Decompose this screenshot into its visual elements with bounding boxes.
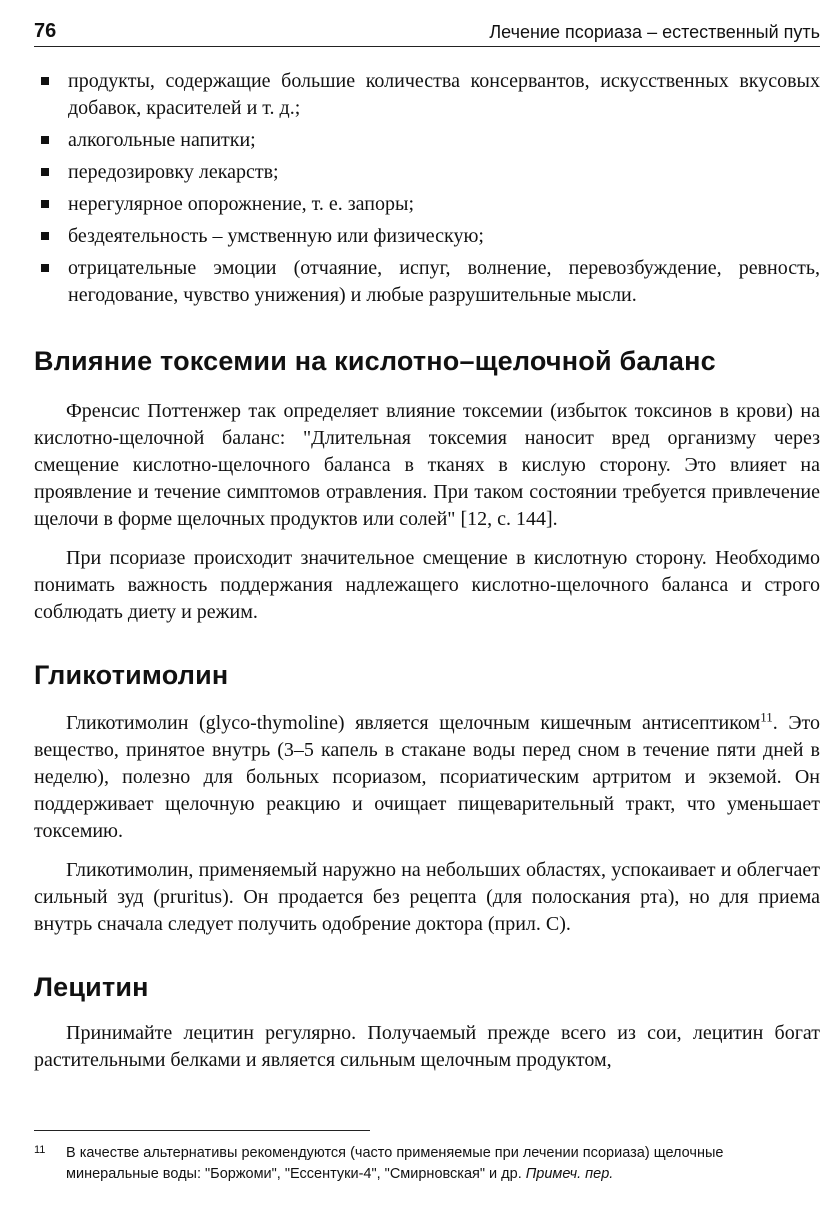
- footnote-mark: 11: [34, 1144, 46, 1156]
- section-heading-glycothymoline: Гликотимолин: [34, 660, 229, 690]
- paragraph: Гликотимолин (glyco-thymoline) является щелочным кишечным антисептиком$^{11}$. Это вещество, принятое внутрь (3–5 капель в стакане воды перед сном в течение пяти дней в неделю), полезно для больных псориазом, псориатическим артритом и экземой. Он поддерживает щелочную реакцию и очищает пищеварительный тракт, что уменьшает токсемию.: [34, 709, 820, 842]
- section-body-toxemia: [34, 398, 820, 638]
- bullet-square-icon: [41, 200, 49, 208]
- running-title: Лечение псориаза – естественный путь: [489, 22, 820, 42]
- list-item: бездеятельность – умственную или физическую;: [34, 223, 820, 250]
- bullet-square-icon: [41, 264, 49, 272]
- section-heading-toxemia: Влияние токсемии на кислотно–щелочной баланс: [34, 346, 716, 376]
- section-body-lecithin: [34, 1020, 820, 1086]
- list-item: отрицательные эмоции (отчаяние, испуг, волнение, перевозбуждение, ревность, негодование, чувство унижения) и любые разрушительные мысли.: [34, 255, 820, 309]
- footnote-reference: 11: [760, 709, 773, 725]
- list-item: нерегулярное опорожнение, т. е. запоры;: [34, 191, 820, 218]
- bullet-square-icon: [41, 168, 49, 176]
- section-heading-lecithin: Лецитин: [34, 972, 149, 1002]
- bullet-square-icon: [41, 136, 49, 144]
- page-number: 76: [34, 20, 57, 42]
- footnote-translator-note: Примеч. пер.: [525, 1166, 614, 1182]
- bullet-square-icon: [41, 77, 49, 85]
- footnote: [34, 1143, 820, 1185]
- footnote-divider: [34, 1130, 370, 1131]
- paragraph: Френсис Поттенжер так определяет влияние токсемии (избыток токсинов в крови) на кислотно-щелочной баланс: "Длительная токсемия наносит вред организму через смещение кислотно-щелочного баланса в тканях в кислую сторону. Это влияет на проявление и течение симптомов отравления. При таком состоянии требуется привлечение щелочи в форме щелочных продуктов или солей" [12, с. 144].: [34, 400, 820, 530]
- paragraph: Гликотимолин, применяемый наружно на небольших областях, успокаивает и облегчает сильный зуд (pruritus). Он продается без рецепта (для полоскания рта), но для приема внутрь сначала следует получить одобрение доктора (прил. С).: [34, 859, 820, 935]
- bullet-square-icon: [41, 232, 49, 240]
- list-item: продукты, содержащие большие количества консервантов, искусственных вкусовых добавок, красителей и т. д.;: [34, 68, 820, 122]
- footnote-text: В качестве альтернативы рекомендуются (часто применяемые при лечении псориаза) щелочные минеральные воды: "Боржоми", "Ессентуки-4", "Смирновская" и др.: [66, 1145, 724, 1182]
- paragraph: Принимайте лецитин регулярно. Получаемый прежде всего из сои, лецитин богат растительными белками и является сильным щелочным продуктом,: [34, 1022, 820, 1071]
- list-item: алкогольные напитки;: [34, 127, 820, 154]
- paragraph: При псориазе происходит значительное смещение в кислотную сторону. Необходимо понимать важность поддержания надлежащего кислотно-щелочного баланса и строго соблюдать диету и режим.: [34, 547, 820, 623]
- list-item: передозировку лекарств;: [34, 159, 820, 186]
- running-header: [34, 16, 820, 47]
- bullet-list: [34, 68, 820, 314]
- section-body-glycothymoline: [34, 710, 820, 950]
